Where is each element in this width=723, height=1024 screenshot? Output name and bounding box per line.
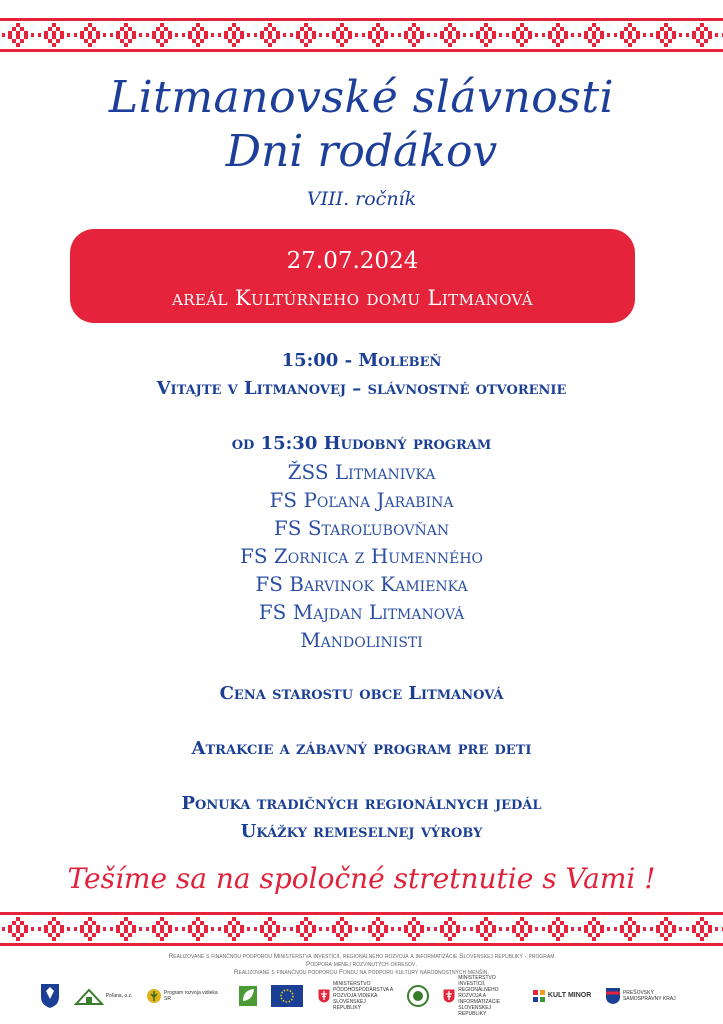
event-venue: areál Kultúrneho domu Litmanová: [172, 286, 533, 310]
house-logo-icon: Poľana, o.z.: [74, 987, 133, 1005]
schedule-opening: Vitajte v Litmanovej – slávnostné otvorenie: [156, 378, 567, 399]
sponsor-logos: [40, 975, 683, 1017]
funding-note-1: Realizované s finančnou podporou Ministerstva investícií, regionálneho rozvoja a informatizácie Slovenskej republiky - program: [168, 953, 555, 960]
date-venue-banner: [70, 229, 635, 323]
wheat-logo-icon: Program rozvoja vidieka SR: [146, 988, 224, 1004]
performer-item: FS Staroľubovňan: [273, 516, 450, 540]
embroidery-pattern-icon: [0, 912, 723, 946]
slovak-crest-icon: MINISTERSTVO PÔDOHOSPODÁRSTVA A ROZVOJA VIDIEKA SLOVENSKEJ REPUBLIKY: [317, 981, 393, 1011]
performer-item: FS Barvinok Kamienka: [255, 572, 468, 596]
food-offer: Ponuka tradičných regionálnych jedál: [181, 793, 542, 814]
performer-item: FS Zornica z Humenného: [239, 544, 484, 568]
mayor-prize: Cena starostu obce Litmanová: [219, 683, 504, 704]
edition-label: VIII. ročník: [306, 188, 417, 210]
poster-title-line1: Litmanovské slávnosti: [108, 72, 615, 123]
embroidery-pattern-icon: [0, 18, 723, 52]
round-emblem-icon: [407, 985, 429, 1007]
crafts-demo: Ukážky remeselnej výroby: [240, 821, 483, 842]
funding-note-3: Realizované s finančnou podporou Fondu na podporu kultúry národnostných menšín.: [233, 969, 490, 976]
schedule-moleben: 15:00 - Molebeň: [281, 350, 442, 371]
closing-message: Tešíme sa na spoločné stretnutie s Vami !: [67, 862, 656, 895]
performer-item: ŽSS Litmanivka: [287, 460, 436, 484]
leader-leaf-icon: [238, 985, 258, 1007]
slovak-crest-icon: MINISTERSTVO INVESTÍCIÍ, REGIONÁLNEHO ROZVOJA A INFORMATIZÁCIE SLOVENSKEJ REPUBLIKY: [442, 975, 518, 1017]
eu-flag-icon: [271, 985, 303, 1007]
performer-item: FS Poľana Jarabina: [269, 488, 454, 512]
embroidery-border-top: [0, 18, 723, 52]
presov-region-icon: PREŠOVSKÝ SAMOSPRÁVNY KRAJ: [605, 987, 683, 1005]
performer-item: FS Majdan Litmanová: [258, 600, 465, 624]
event-date: 27.07.2024: [286, 248, 419, 274]
coat-of-arms-icon: [40, 983, 60, 1009]
kult-minor-icon: KULT MINOR: [532, 989, 591, 1003]
funding-note-2: Podpora menej rozvinutých okresov.: [305, 961, 417, 968]
poster-title-line2: Dni rodákov: [225, 126, 498, 177]
performer-item: Mandolinisti: [300, 628, 423, 652]
music-program-heading: od 15:30 Hudobný program: [231, 433, 492, 454]
embroidery-border-bottom: [0, 912, 723, 946]
kids-program: Atrakcie a zábavný program pre deti: [191, 738, 532, 759]
